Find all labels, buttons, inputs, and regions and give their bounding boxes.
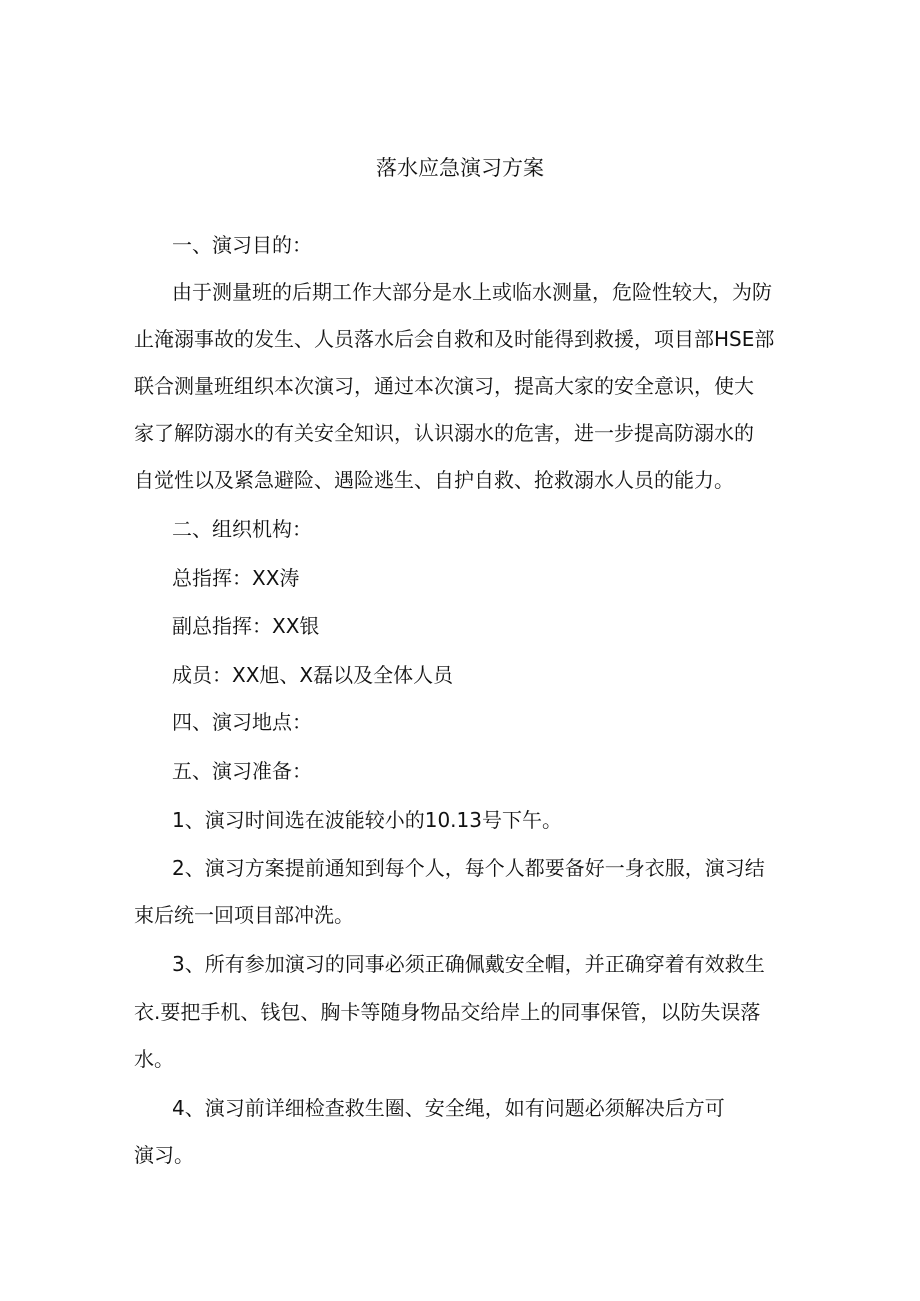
prep-line: 1、演习时间选在波能较小的10.13号下午。 (172, 808, 562, 832)
section-heading-preparation: 五、演习准备： (172, 759, 312, 783)
section-heading-organization: 二、组织机构： (172, 517, 312, 541)
purpose-line: 由于测量班的后期工作大部分是水上或临水测量，危险性较大，为防 (172, 280, 772, 304)
section-heading-purpose: 一、演习目的： (172, 233, 312, 257)
document-title: 落水应急演习方案 (376, 156, 544, 180)
prep-line: 束后统一回项目部冲洗。 (134, 903, 354, 927)
deputy-commander-line: 副总指挥：XX银 (172, 614, 320, 638)
members-line: 成员：XX旭、X磊以及全体人员 (172, 663, 454, 687)
purpose-line: 自觉性以及紧急避险、遇险逃生、自护自救、抢救溺水人员的能力。 (134, 468, 734, 492)
purpose-line: 止淹溺事故的发生、人员落水后会自救和及时能得到救援，项目部HSE部 (134, 327, 775, 351)
prep-line: 水。 (134, 1047, 174, 1071)
prep-line: 3、所有参加演习的同事必须正确佩戴安全帽，并正确穿着有效救生 (172, 952, 765, 976)
prep-line: 演习。 (134, 1143, 194, 1167)
prep-line: 衣.要把手机、钱包、胸卡等随身物品交给岸上的同事保管，以防失误落 (134, 1000, 761, 1024)
prep-line: 4、演习前详细检查救生圈、安全绳，如有问题必须解决后方可 (172, 1096, 725, 1120)
commander-line: 总指挥：XX涛 (172, 566, 300, 590)
section-heading-location: 四、演习地点： (172, 710, 312, 734)
purpose-line: 家了解防溺水的有关安全知识，认识溺水的危害，进一步提高防溺水的 (134, 421, 754, 445)
prep-line: 2、演习方案提前通知到每个人，每个人都要备好一身衣服，演习结 (172, 856, 765, 880)
purpose-line: 联合测量班组织本次演习，通过本次演习，提高大家的安全意识，使大 (134, 374, 754, 398)
